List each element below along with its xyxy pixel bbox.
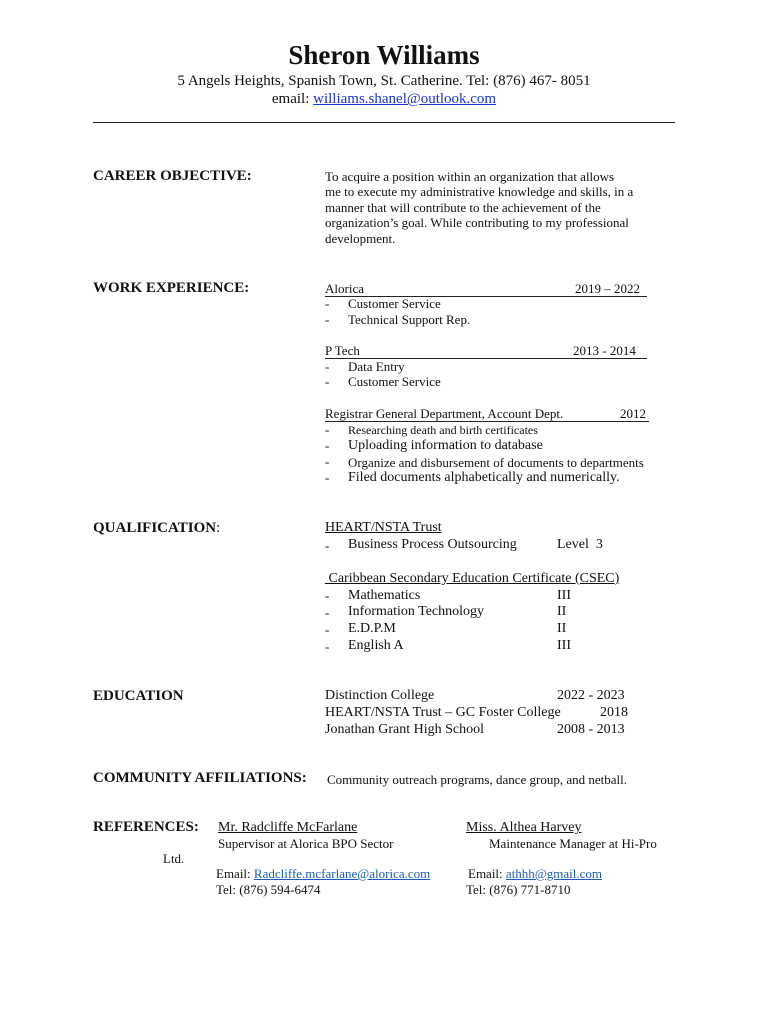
- email-label: email:: [271, 91, 310, 107]
- reference-email-link[interactable]: Radcliffe.mcfarlane@alorica.com: [253, 866, 431, 881]
- qualification-subject: Business Process Outsourcing: [348, 537, 517, 552]
- career-objective-heading: CAREER OBJECTIVE:: [93, 168, 252, 184]
- job-duty: Organize and disbursement of documents to departments: [348, 455, 644, 470]
- bullet-dash: -: [325, 470, 330, 485]
- education-heading: EDUCATION: [93, 688, 184, 704]
- bullet-dash: -: [325, 454, 330, 469]
- job-duty: Uploading information to database: [348, 438, 543, 453]
- address-line: 5 Angels Heights, Spanish Town, St. Catherine. Tel: (876) 467- 8051: [177, 73, 591, 89]
- objective-line: development.: [325, 231, 396, 246]
- bullet-dash: -: [325, 312, 330, 327]
- header-divider: [93, 122, 675, 123]
- work-experience-heading: WORK EXPERIENCE:: [93, 280, 250, 296]
- job-employer: Registrar General Department, Account Dept.: [325, 406, 564, 421]
- qualification-grade: Level 3: [557, 537, 603, 552]
- bullet-dash: -: [325, 359, 330, 374]
- job-duty: Customer Service: [348, 374, 441, 389]
- reference-name: Miss. Althea Harvey: [466, 820, 582, 835]
- resume-name: Sheron Williams: [288, 40, 480, 70]
- email-link[interactable]: williams.shanel@outlook.com: [313, 91, 497, 107]
- job-duty: Data Entry: [348, 359, 405, 374]
- job-duty: Customer Service: [348, 296, 441, 311]
- qualification-subject: Mathematics: [348, 588, 421, 603]
- bullet-dash: -: [325, 422, 330, 437]
- objective-line: organization’s goal. While contributing to my professional: [325, 215, 629, 230]
- qualification-heading: QUALIFICATION: [93, 520, 217, 536]
- email-row: [0, 91, 768, 108]
- school-name: Distinction College: [325, 688, 435, 703]
- job-years: 2013 - 2014: [573, 343, 636, 358]
- reference-role: Maintenance Manager at Hi-Pro: [489, 836, 657, 851]
- job-employer: P Tech: [325, 343, 360, 358]
- reference-email-row: [468, 866, 602, 882]
- qualification-title: Caribbean Secondary Education Certificate (CSEC): [325, 571, 620, 586]
- qualification-title: HEART/NSTA Trust: [325, 520, 442, 535]
- bullet-dash: -: [325, 296, 330, 311]
- reference-role-continued: Ltd.: [163, 851, 185, 866]
- reference-email-row: [216, 866, 430, 882]
- objective-line: manner that will contribute to the achievement of the: [325, 200, 601, 215]
- job-duty: Filed documents alphabetically and numerically.: [348, 470, 620, 485]
- community-heading: COMMUNITY AFFILIATIONS:: [93, 770, 307, 786]
- qualification-subject: E.D.P.M: [348, 621, 396, 636]
- bullet-dash: -: [325, 438, 330, 453]
- qualification-subject: English A: [348, 638, 404, 653]
- school-years: 2018: [600, 705, 628, 720]
- job-duty: Researching death and birth certificates: [348, 423, 538, 437]
- bullet-dash: -: [325, 605, 330, 620]
- community-text: Community outreach programs, dance group, and netball.: [327, 772, 628, 787]
- qualification-colon: :: [216, 520, 221, 536]
- job-underline: [325, 421, 649, 422]
- bullet-dash: -: [325, 588, 330, 603]
- bullet-dash: -: [325, 538, 330, 553]
- bullet-dash: -: [325, 622, 330, 637]
- objective-line: me to execute my administrative knowledge and skills, in a: [325, 184, 634, 199]
- qualification-heading-row: [93, 520, 220, 537]
- school-name: Jonathan Grant High School: [325, 722, 485, 737]
- qualification-grade: II: [557, 604, 567, 619]
- reference-role: Supervisor at Alorica BPO Sector: [218, 836, 394, 851]
- bullet-dash: -: [325, 639, 330, 654]
- job-employer: Alorica: [325, 281, 364, 296]
- school-years: 2022 - 2023: [557, 688, 625, 703]
- job-years: 2019 – 2022: [575, 281, 640, 296]
- reference-email-label: Email:: [216, 866, 251, 881]
- reference-tel: Tel: (876) 594-6474: [216, 882, 321, 897]
- objective-line: To acquire a position within an organization that allows: [325, 169, 615, 184]
- qualification-grade: III: [557, 638, 571, 653]
- qualification-subject: Information Technology: [348, 604, 485, 619]
- job-duty: Technical Support Rep.: [348, 312, 471, 327]
- school-name: HEART/NSTA Trust – GC Foster College: [325, 705, 561, 720]
- reference-email-link[interactable]: athhh@gmail.com: [505, 866, 603, 881]
- reference-name: Mr. Radcliffe McFarlane: [218, 820, 358, 835]
- references-heading: REFERENCES:: [93, 819, 199, 835]
- school-years: 2008 - 2013: [557, 722, 625, 737]
- reference-tel: Tel: (876) 771-8710: [466, 882, 571, 897]
- bullet-dash: -: [325, 374, 330, 389]
- job-years: 2012: [620, 406, 646, 421]
- qualification-grade: II: [557, 621, 567, 636]
- reference-email-label: Email:: [468, 866, 503, 881]
- qualification-grade: III: [557, 588, 571, 603]
